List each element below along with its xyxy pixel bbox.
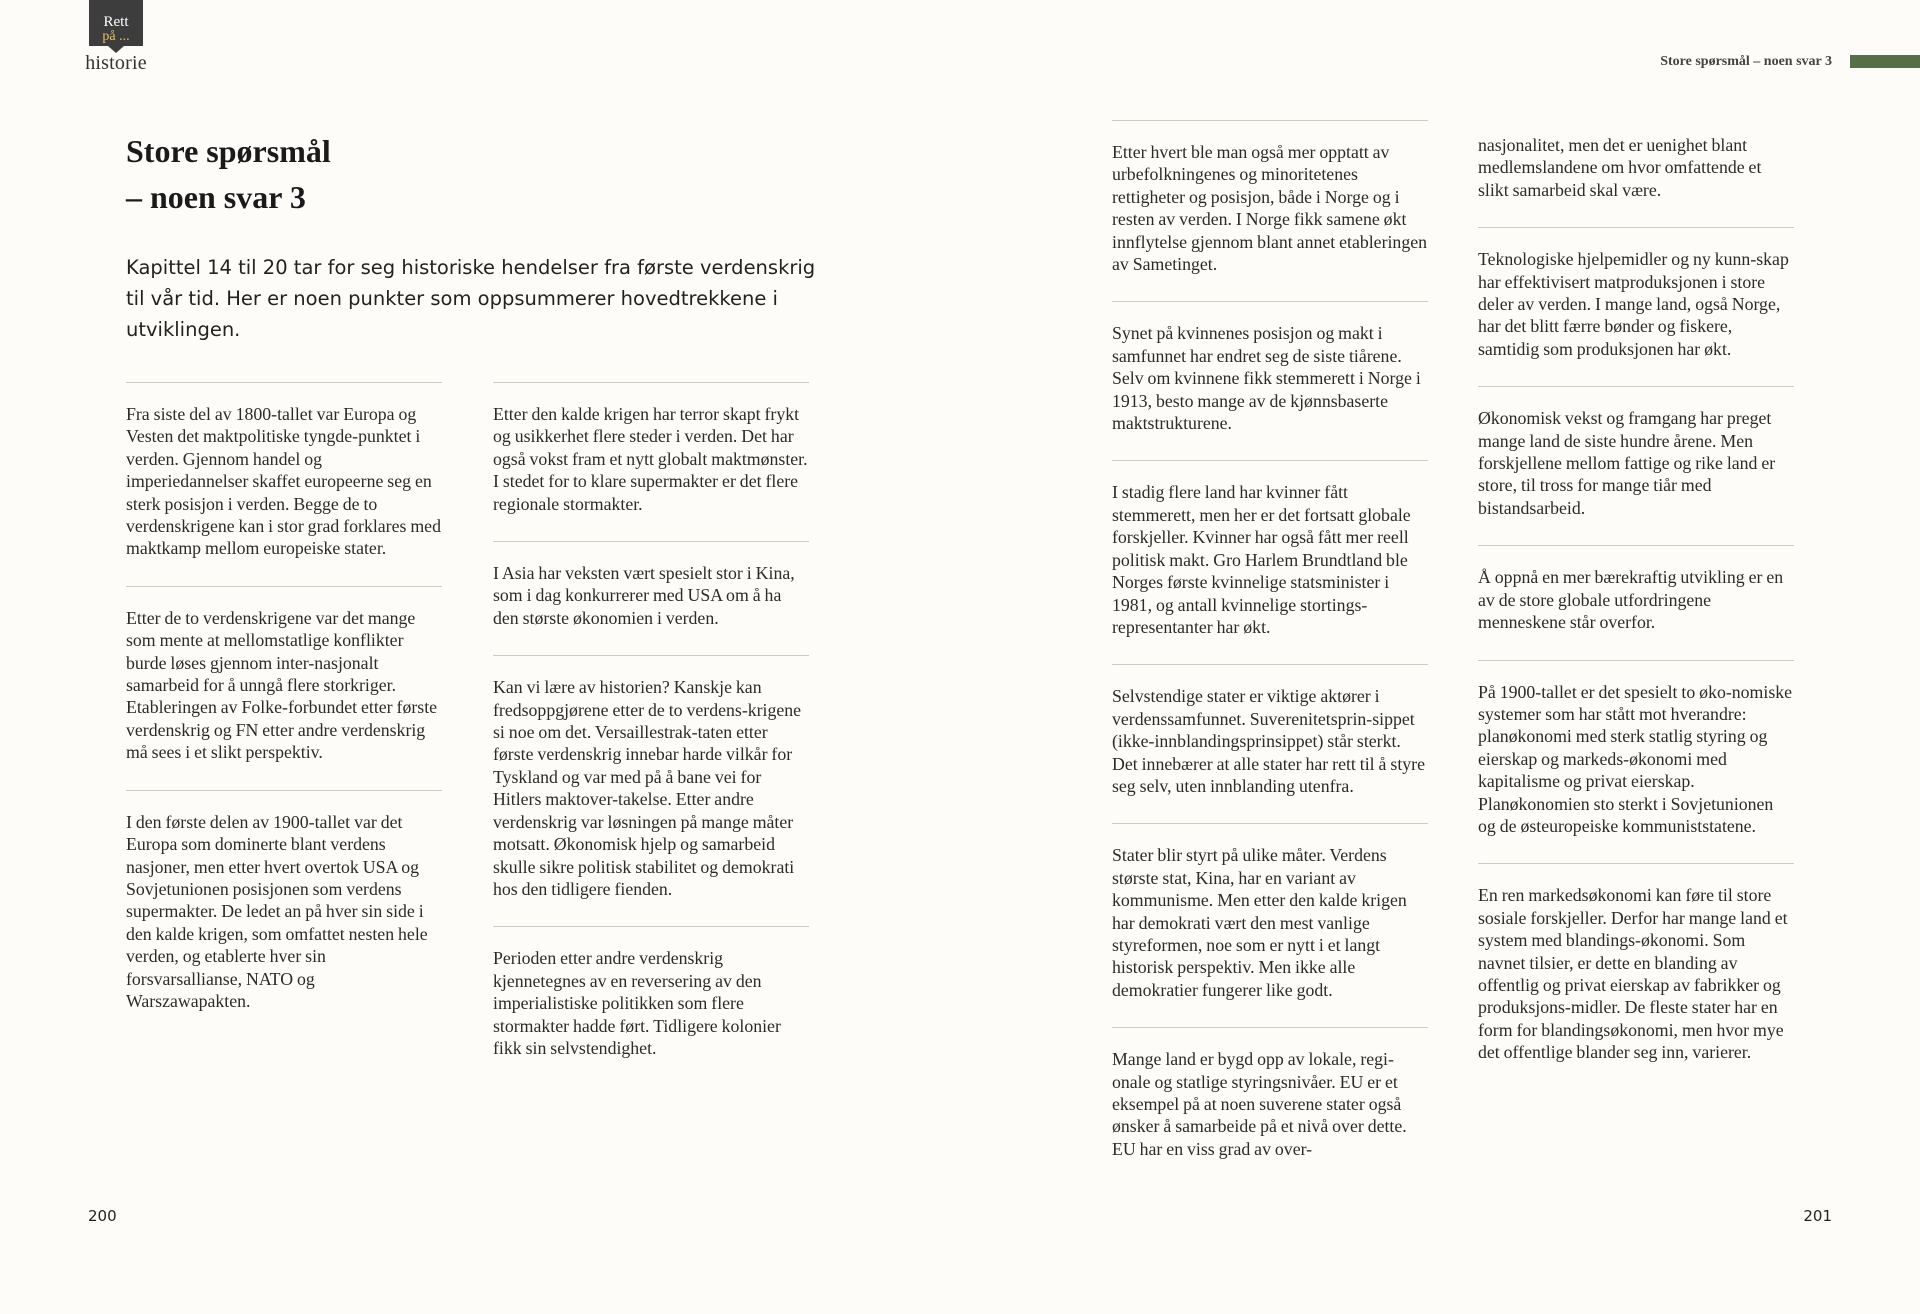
text-block — [1478, 863, 1794, 1089]
page-number-left: 200 — [88, 1207, 117, 1225]
column-4 — [1478, 134, 1794, 1090]
text-block — [1112, 823, 1428, 1027]
paragraph: I den første delen av 1900-tallet var det Europa som dominerte blant verdens nasjoner, men etter hvert overtok USA og Sovjetunionen posisjonen som verdens supermakter. De ledet an på hver sin side i den kalde krigen, som omfattet nesten hele verden, og etablerte hver sin forsvarsallianse, NATO og Warszawapakten. — [126, 811, 428, 1011]
text-block — [1478, 660, 1794, 864]
logo-line1: Rett — [103, 14, 129, 30]
paragraph: På 1900-tallet er det spesielt to øko-nomiske systemer som har stått mot hverandre: planøkonomi med sterk statlig styring og eierskap og markeds-økonomi med kapitalisme og privat eierskap. Planøkonomien sto sterkt i Sovjetunionen og de østeuropeiske kommuniststatene. — [1478, 681, 1793, 836]
paragraph: Perioden etter andre verdenskrig kjennetegnes av en reversering av den imperialistiske politikken som flere stormakter hadde ført. Tidligere kolonier fikk sin selvstendighet. — [493, 948, 781, 1058]
page-title — [126, 128, 726, 220]
paragraph: I Asia har veksten vært spesielt stor i Kina, som i dag konkurrerer med USA om å ha den største økonomien i verden. — [493, 563, 795, 628]
text-block — [1478, 134, 1794, 227]
paragraph: Stater blir styrt på ulike måter. Verdens største stat, Kina, har en variant av kommunisme. Men etter den kalde krigen har demokrati vært den mest vanlige styreformen, noe som er nytt i et langt historisk perspektiv. Men ikke alle demokratier fungerer like godt. — [1112, 845, 1407, 1000]
intro-text: Kapittel 14 til 20 tar for seg historiske hendelser fra første verdenskrig til vår tid. Her er noen punkter som oppsummerer hovedtrekkene i utviklingen. — [126, 256, 816, 341]
paragraph: Selvstendige stater er viktige aktører i verdenssamfunnet. Suverenitetsprin-sippet (ikke-innblandingsprinsippet) står sterkt. Det innebærer at alle stater har rett til å styre seg selv, uten innblanding utenfra. — [1112, 686, 1425, 796]
text-block — [1112, 460, 1428, 664]
publisher-logo — [80, 0, 152, 75]
running-header: Store spørsmål – noen svar 3 — [1660, 54, 1832, 69]
text-block — [493, 655, 809, 926]
text-block — [493, 926, 809, 1085]
text-block — [1478, 386, 1794, 545]
paragraph: Økonomisk vekst og framgang har preget mange land de siste hundre årene. Men forskjellene mellom fattige og rike land er store, til tross for mange tiår med bistandsarbeid. — [1478, 408, 1776, 518]
paragraph: En ren markedsøkonomi kan føre til store sosiale forskjeller. Derfor har mange land et system med blandings-økonomi. Som navnet tilsier, er dette en blanding av offentlig og privat eierskap av fabrikker og produksjons-midler. De fleste stater har en form for blandingsøkonomi, men hvor mye det offentlige blander seg inn, varierer. — [1478, 885, 1788, 1063]
paragraph: Kan vi lære av historien? Kanskje kan fredsoppgjørene etter de to verdens-krigene si noe om det. Versaillestrak-taten etter første verdenskrig innebar harde vilkår for Tyskland og var med på å bane vei for Hitlers maktover-takelse. Etter andre verdenskrig var løsningen på mange måter motsatt. Økonomisk hjelp og samarbeid skulle sikre politisk stabilitet og demokrati hos den tidligere fienden. — [493, 677, 802, 899]
page-number-right: 201 — [1803, 1207, 1832, 1225]
paragraph: I stadig flere land har kvinner fått stemmerett, men her er det fortsatt globale forskjeller. Kvinner har også fått mer reell politisk makt. Gro Harlem Brundtland ble Norges første kvinnelige statsminister i 1981, og antall kvinnelige stortings-representanter har økt. — [1112, 482, 1411, 637]
text-block — [126, 586, 442, 790]
paragraph: Å oppnå en mer bærekraftig utvikling er en av de store globale utfordringene menneskene står overfor. — [1478, 567, 1784, 633]
logo-word: historie — [85, 52, 147, 74]
text-block — [493, 541, 809, 655]
text-block — [493, 382, 809, 541]
paragraph: Teknologiske hjelpemidler og ny kunn-skap har effektivisert matproduksjonen i store deler av verden. I mange land, også Norge, har det blitt færre bønder og fiskere, samtidig som produksjonen har økt. — [1478, 249, 1789, 359]
paragraph: nasjonalitet, men det er uenighet blant medlemslandene om hvor omfattende et slikt samarbeid skal være. — [1478, 135, 1762, 200]
paragraph: Etter den kalde krigen har terror skapt frykt og usikkerhet flere steder i verden. Det har også vokst fram et nytt globalt maktmønster. I stedet for to klare supermakter er det flere regionale stormakter. — [493, 404, 808, 514]
text-block — [1478, 227, 1794, 386]
text-block — [126, 382, 442, 586]
paragraph: Etter de to verdenskrigene var det mange som mente at mellomstatlige konflikter burde løses gjennom inter-nasjonalt samarbeid for å unngå flere storkriger. Etableringen av Folke-forbundet etter første verdenskrig og FN etter andre verdenskrig må sees i et slikt perspektiv. — [126, 607, 438, 763]
text-block — [1478, 545, 1794, 659]
text-block — [1112, 664, 1428, 823]
text-block — [126, 790, 442, 1039]
logo-badge — [89, 0, 143, 46]
title-line2: – noen svar 3 — [126, 179, 306, 215]
column-3 — [1112, 120, 1428, 1186]
column-2 — [493, 382, 809, 1085]
column-1 — [126, 382, 442, 1038]
paragraph: Mange land er bygd opp av lokale, regi-onale og statlige styringsnivåer. EU er et eksempel på at noen suverene stater også ønsker å samarbeide på et nivå over dette. EU har en viss grad av over- — [1112, 1049, 1407, 1159]
logo-line2: på ... — [102, 29, 130, 44]
header-accent-bar — [1850, 55, 1920, 68]
paragraph: Fra siste del av 1800-tallet var Europa og Vesten det maktpolitiske tyngde-punktet i verden. Gjennom handel og imperiedannelser skaffet europeerne seg en sterk posisjon i verden. Begge de to verdenskrigene kan i stor grad forklares med maktkamp mellom europeiske stater. — [126, 404, 441, 559]
text-block — [1112, 301, 1428, 460]
paragraph: Etter hvert ble man også mer opptatt av urbefolkningenes og minoritetenes rettigheter og posisjon, både i Norge og i resten av verden. I Norge fikk samene økt innflytelse gjennom blant annet etableringen av Sametinget. — [1112, 142, 1427, 275]
text-block — [1112, 120, 1428, 301]
text-block — [1112, 1027, 1428, 1186]
paragraph: Synet på kvinnenes posisjon og makt i samfunnet har endret seg de siste tiårene. Selv om kvinnene fikk stemmerett i Norge i 1913, besto mange av de kjønnsbaserte maktstrukturene. — [1112, 323, 1421, 434]
title-line1: Store spørsmål — [126, 133, 331, 169]
right-page — [960, 0, 1920, 1314]
